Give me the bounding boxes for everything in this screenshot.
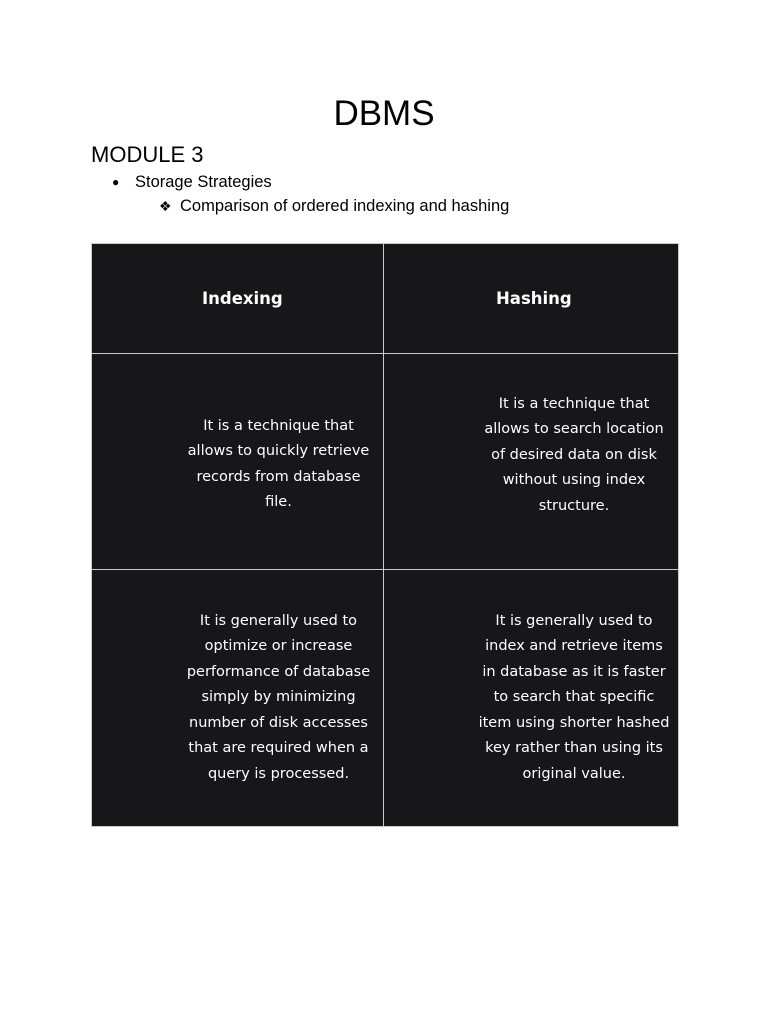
diamond-bullet-icon: ❖ <box>159 198 172 214</box>
table-header-row <box>92 244 679 354</box>
table-row <box>92 354 679 570</box>
cell-text: It is generally used to optimize or increase performance of database simply by minimizing number of disk accesses that are required when a query is processed. <box>186 612 371 782</box>
table-cell <box>384 570 679 827</box>
bullet-text: Storage Strategies <box>135 173 272 191</box>
bullet-item <box>112 172 272 192</box>
header-hashing <box>384 244 679 354</box>
header-label: Indexing <box>202 289 283 308</box>
table-cell <box>92 570 384 827</box>
table-cell <box>384 354 679 570</box>
header-indexing <box>92 244 384 354</box>
disc-bullet-icon: ● <box>112 175 120 189</box>
module-heading: MODULE 3 <box>91 142 204 167</box>
header-label: Hashing <box>496 289 572 308</box>
comparison-table <box>91 243 679 827</box>
table-row <box>92 570 679 827</box>
sub-bullet-text: Comparison of ordered indexing and hashing <box>180 197 510 215</box>
cell-text: It is a technique that allows to search location of desired data on disk without using index structure. <box>484 395 664 514</box>
sub-bullet-item <box>159 196 509 216</box>
document-title: DBMS <box>333 94 435 133</box>
cell-text: It is generally used to index and retrieve items in database as it is faster to search that specific item using shorter hashed key rather than using its original value. <box>478 612 670 782</box>
table-cell <box>92 354 384 570</box>
cell-text: It is a technique that allows to quickly retrieve records from database file. <box>187 417 370 510</box>
